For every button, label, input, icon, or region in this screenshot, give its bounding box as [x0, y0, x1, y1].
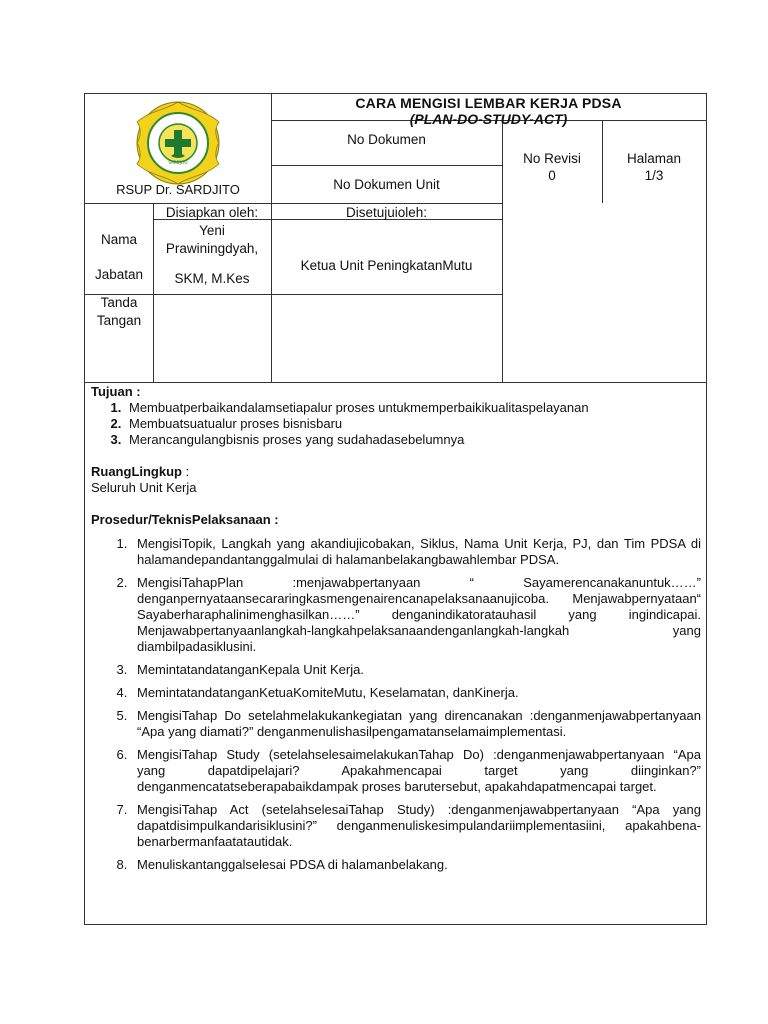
halaman-value: 1/3	[644, 168, 664, 183]
jabatan-label: Jabatan	[94, 267, 144, 282]
prosedur-item-7: 7. MengisiTahap Act (setelahselesaiTahap Study) :denganmenjawabpertanyaan “Apa yang dapatdisimpulkandarisiklusini?” denganmenuliskesimpulandariimplementasiini, apakahbena-benarbermanfaatatautidak.	[131, 802, 701, 850]
pdsa-document	[84, 93, 707, 925]
ruang-lingkup-heading: RuangLingkup	[91, 464, 182, 479]
tujuan-item-2: 2. Membuatsuatualur proses bisnisbaru	[125, 416, 701, 432]
prosedur-item-4: 4. MemintatandatanganKetuaKomiteMutu, Keselamatan, danKinerja.	[131, 685, 701, 701]
title-line-2: (PLAN-DO-STUDY-ACT)	[409, 111, 568, 127]
prosedur-heading: Prosedur/TeknisPelaksanaan :	[91, 512, 279, 527]
ruang-lingkup-colon: :	[182, 464, 190, 479]
tanda-tangan-line-1: Tanda	[100, 295, 138, 310]
disiapkan-oleh-label: Disiapkan oleh:	[165, 205, 259, 220]
prosedur-item-6: 6. MengisiTahap Study (setelahselesaimelakukanTahap Do) :denganmenjawabpertanyaan “Apa yang dapatdipelajari? Apakahmencapai target yang diinginkan?” denganmencatatseberapabaikdampak proses barutersebut, apakahdapatmencapai target.	[131, 747, 701, 795]
svg-text:SARDJITO: SARDJITO	[168, 160, 188, 165]
prosedur-item-8: 8. Menuliskantanggalselesai PDSA di halamanbelakang.	[131, 857, 701, 873]
no-dokumen-unit-label: No Dokumen Unit	[333, 177, 440, 192]
prosedur-item-1: 1. MengisiTopik, Langkah yang akandiujicobakan, Siklus, Nama Unit Kerja, PJ, dan Tim PDSA di halamandepandantanggalmulai di halamanbelakangbawahlembar PDSA.	[131, 536, 701, 568]
tujuan-list	[91, 400, 701, 448]
halaman-label: Halaman	[626, 151, 682, 166]
tujuan-section	[91, 384, 701, 448]
ruang-lingkup-text: Seluruh Unit Kerja	[91, 480, 197, 495]
no-revisi-value: 0	[548, 168, 556, 183]
document-header-table	[85, 94, 706, 382]
nama-label: Nama	[100, 232, 137, 247]
no-revisi-cell	[502, 150, 602, 184]
tujuan-heading: Tujuan :	[91, 384, 141, 399]
prosedur-section	[91, 512, 701, 873]
document-title	[271, 95, 706, 127]
preparer-name-line-2: Prawiningdyah,	[165, 241, 259, 256]
halaman-cell	[602, 150, 706, 184]
tanda-tangan-line-2: Tangan	[96, 313, 142, 328]
tujuan-item-3: 3. Merancangulangbisnis proses yang sudahadasebelumnya	[125, 432, 701, 448]
hospital-seal-logo-icon	[135, 100, 221, 186]
prosedur-list	[91, 536, 701, 873]
preparer-title: SKM, M.Kes	[174, 271, 250, 286]
prosedur-item-3: 3. MemintatandatanganKepala Unit Kerja.	[131, 662, 701, 678]
title-line-1: CARA MENGISI LEMBAR KERJA PDSA	[355, 95, 622, 111]
tujuan-item-1: 1. Membuatperbaikandalamsetiapalur proses untukmemperbaikikualitaspelayanan	[125, 400, 701, 416]
no-revisi-label: No Revisi	[523, 151, 581, 166]
prosedur-item-5: 5. MengisiTahap Do setelahmelakukankegiatan yang direncanakan :denganmenjawabpertanyaan “Apa yang diamati?” denganmenulishasilpengamatanselamaimplementasi.	[131, 708, 701, 740]
disetujui-oleh-label: Disetujuioleh:	[345, 205, 428, 220]
hospital-name	[85, 182, 271, 197]
ruang-lingkup-section	[91, 464, 701, 496]
document-body	[91, 384, 701, 880]
preparer-name	[153, 222, 271, 288]
hospital-name-text: RSUP Dr. SARDJITO	[116, 182, 240, 197]
prosedur-item-2: 2. MengisiTahapPlan :menjawabpertanyaan “ Sayamerencanakanuntuk……” denganpernyataansecararingkasmengenairencanapelaksanaanujicoba. Menjawabpernyataan“ Sayaberharaphalinimenghasilkan……” denganindikatoratauhasil yang ingindicapai. Menjawabpertanyaanlangkah-langkahpelaksanaandenganlangkah-langkah yang diambilpadasiklusini.	[131, 575, 701, 655]
approver-name: Ketua Unit PeningkatanMutu	[300, 258, 473, 273]
tanda-tangan-label	[85, 294, 153, 330]
no-dokumen-label: No Dokumen	[347, 132, 426, 147]
preparer-name-line-1: Yeni	[199, 223, 225, 238]
